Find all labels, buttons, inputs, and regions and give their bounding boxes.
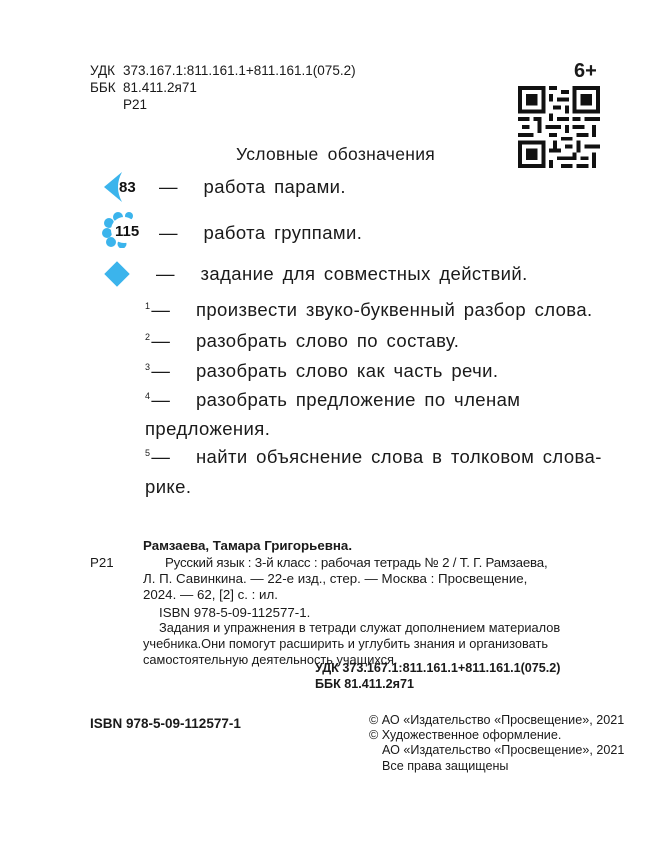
group-work-icon	[102, 212, 152, 248]
dash: —	[151, 299, 171, 320]
legend-item-groups	[159, 222, 362, 244]
legend-numbered-5	[145, 446, 602, 468]
bibliography-line-2: Л. П. Савинкина. — 22-е изд., стер. — Москва : Просвещение,	[143, 571, 528, 586]
bbk-label: ББК	[90, 80, 116, 95]
superscript-number: 4	[145, 390, 151, 401]
legend-item-text: разобрать предложение по членам	[195, 389, 521, 410]
copyright-line-2: © Художественное оформление.	[369, 728, 562, 743]
legend-item-text: разобрать слово как часть речи.	[195, 360, 499, 381]
group-work-number: 115	[115, 223, 140, 240]
superscript-number: 2	[145, 331, 151, 342]
bbk-value: 81.411.2я71	[123, 80, 197, 95]
bibliography-description: Задания и упражнения в тетради служат дополнением материалов учебника.Они помогут расширить и углубить знания и организовать самостоятельную деятельность учащихся.	[143, 620, 561, 667]
dash: —	[156, 263, 175, 284]
superscript-number: 1	[145, 300, 151, 311]
legend-numbered-3	[145, 360, 498, 382]
bibliography-line-3: 2024. — 62, [2] с. : ил.	[143, 587, 278, 602]
legend-item-text: разобрать слово по составу.	[195, 330, 460, 351]
copyright-line-1: © АО «Издательство «Просвещение», 2021	[369, 713, 625, 727]
dash: —	[159, 222, 178, 243]
dash: —	[151, 330, 171, 351]
copyright-block	[369, 713, 624, 774]
dash: —	[151, 360, 171, 381]
bibliography-shelf-code: Р21	[90, 555, 114, 570]
bibliography-udk: УДК 373.167.1:811.161.1+811.161.1(075.2)	[315, 661, 561, 675]
legend-numbered-2	[145, 330, 459, 352]
udk-label: УДК	[90, 63, 115, 78]
dash: —	[159, 176, 178, 197]
legend-item-pairs	[159, 176, 346, 198]
dash: —	[151, 446, 171, 467]
copyright-line-3: АО «Издательство «Просвещение», 2021	[382, 743, 625, 758]
classification-codes	[90, 62, 356, 113]
bibliography-author: Рамзаева, Тамара Григорьевна.	[143, 538, 353, 553]
udk-value: 373.167.1:811.161.1+811.161.1(075.2)	[123, 63, 356, 78]
legend-numbered-1	[145, 299, 593, 321]
shelf-code: Р21	[123, 97, 148, 112]
legend-item-joint-task	[156, 263, 528, 285]
legend-numbered-5-cont: рике.	[145, 476, 192, 497]
legend-item-text: найти объяснение слова в толковом слова-	[195, 446, 602, 467]
copyright-line-4: Все права защищены	[382, 758, 509, 773]
pair-work-icon	[102, 172, 152, 202]
legend-item-text: задание для совместных действий.	[200, 263, 528, 284]
qr-code-icon[interactable]	[518, 86, 600, 168]
pair-work-number: 83	[119, 179, 136, 196]
bibliography-bbk: ББК 81.411.2я71	[315, 677, 414, 691]
legend-title: Условные обозначения	[236, 144, 436, 164]
legend-item-text: работа парами.	[203, 176, 346, 197]
footer-isbn: ISBN 978-5-09-112577-1	[90, 716, 241, 731]
diamond-icon	[104, 261, 129, 286]
bibliography-isbn: ISBN 978-5-09-112577-1.	[159, 605, 311, 620]
superscript-number: 5	[145, 447, 151, 458]
bibliography-codes	[315, 660, 561, 692]
age-rating: 6+	[574, 60, 597, 82]
legend-numbered-4	[145, 389, 520, 411]
superscript-number: 3	[145, 361, 151, 372]
legend-item-text: произвести звуко-буквенный разбор слова.	[195, 299, 593, 320]
dash: —	[151, 389, 171, 410]
legend-numbered-4-cont: предложения.	[145, 418, 271, 439]
bibliography-line-1: Русский язык : 3-й класс : рабочая тетрадь № 2 / Т. Г. Рамзаева,	[165, 555, 548, 570]
legend-item-text: работа группами.	[203, 222, 363, 243]
